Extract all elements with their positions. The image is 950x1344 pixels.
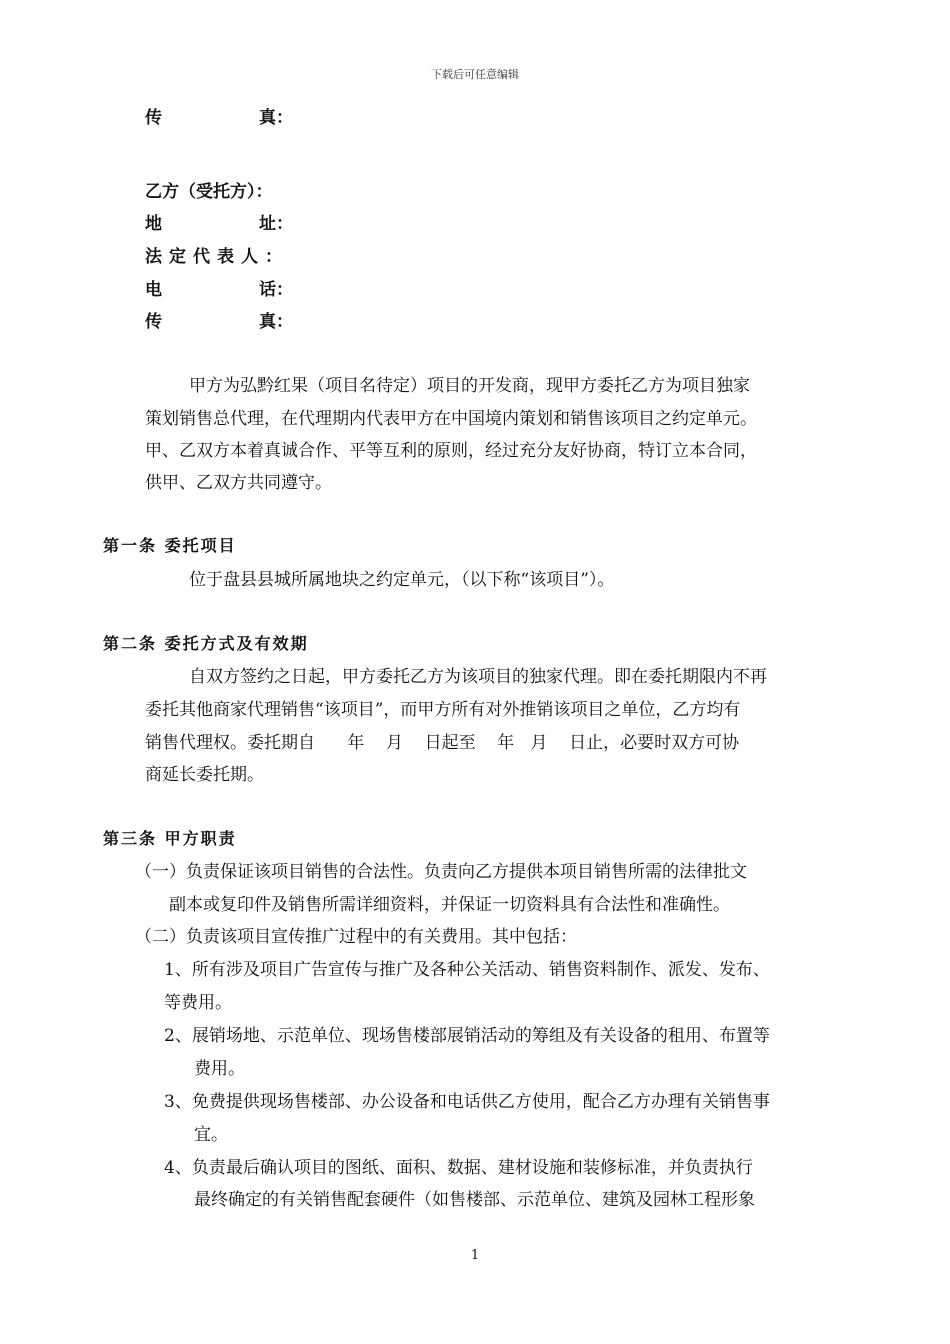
article-2-line-4: 商延长委托期。 — [145, 765, 264, 785]
article-3-line-2: 副本或复印件及销售所需详细资料，并保证一切资料具有合法性和准确性。 — [169, 895, 730, 915]
article-3-line-3: （二）负责该项目宣传推广过程中的有关费用。其中包括： — [135, 927, 577, 947]
fax-field-a: 传 真： — [145, 108, 293, 128]
legal-rep-field: 法定代表人： — [145, 247, 289, 267]
article-3-line-10: 4、负责最后确认项目的图纸、面积、数据、建材设施和装修标准，并负责执行 — [164, 1158, 753, 1178]
intro-line-4: 供甲、乙双方共同遵守。 — [145, 473, 332, 493]
article-2-line-2: 委托其他商家代理销售“该项目”，而甲方所有对外推销该项目之单位，乙方均有 — [145, 700, 741, 720]
article-3-line-9: 宜。 — [194, 1125, 228, 1145]
article-3-line-6: 2、展销场地、示范单位、现场售楼部展销活动的筹组及有关设备的租用、布置等 — [164, 1026, 770, 1046]
article-1-title: 第一条 委托项目 — [103, 536, 237, 555]
intro-line-2: 策划销售总代理，在代理期内代表甲方在中国境内策划和销售该项目之约定单元。 — [145, 409, 757, 429]
party-b-title: 乙方（受托方）： — [145, 182, 273, 202]
article-2-line-1: 自双方签约之日起，甲方委托乙方为该项目的独家代理。即在委托期限内不再 — [189, 667, 767, 687]
article-2-title: 第二条 委托方式及有效期 — [103, 634, 309, 653]
article-3-title: 第三条 甲方职责 — [103, 829, 237, 848]
intro-line-1: 甲方为弘黔红果（项目名待定）项目的开发商，现甲方委托乙方为项目独家 — [189, 376, 750, 396]
article-3-line-4: 1、所有涉及项目广告宣传与推广及各种公关活动、销售资料制作、派发、发布、 — [164, 960, 770, 980]
article-2-line-3: 销售代理权。委托期自 年 月 日起至 年 月 日止，必要时双方可协 — [145, 733, 740, 753]
page-header: 下载后可任意编辑 — [431, 68, 519, 81]
intro-line-3: 甲、乙双方本着真诚合作、平等互利的原则，经过充分友好协商，特订立本合同， — [145, 441, 757, 461]
article-3-line-8: 3、免费提供现场售楼部、办公设备和电话供乙方使用，配合乙方办理有关销售事 — [164, 1092, 770, 1112]
fax-field-b: 传 真： — [145, 312, 293, 332]
address-field: 地 址： — [145, 214, 293, 234]
article-3-line-11: 最终确定的有关销售配套硬件（如售楼部、示范单位、建筑及园林工程形象 — [194, 1190, 755, 1210]
article-3-line-7: 费用。 — [194, 1059, 245, 1079]
phone-field: 电 话： — [145, 280, 293, 300]
article-3-line-5: 等费用。 — [164, 993, 232, 1013]
page-number: 1 — [470, 1248, 480, 1263]
article-3-line-1: （一）负责保证该项目销售的合法性。负责向乙方提供本项目销售所需的法律批文 — [135, 862, 747, 882]
article-1-line-1: 位于盘县县城所属地块之约定单元，（以下称“该项目”）。 — [189, 570, 615, 590]
